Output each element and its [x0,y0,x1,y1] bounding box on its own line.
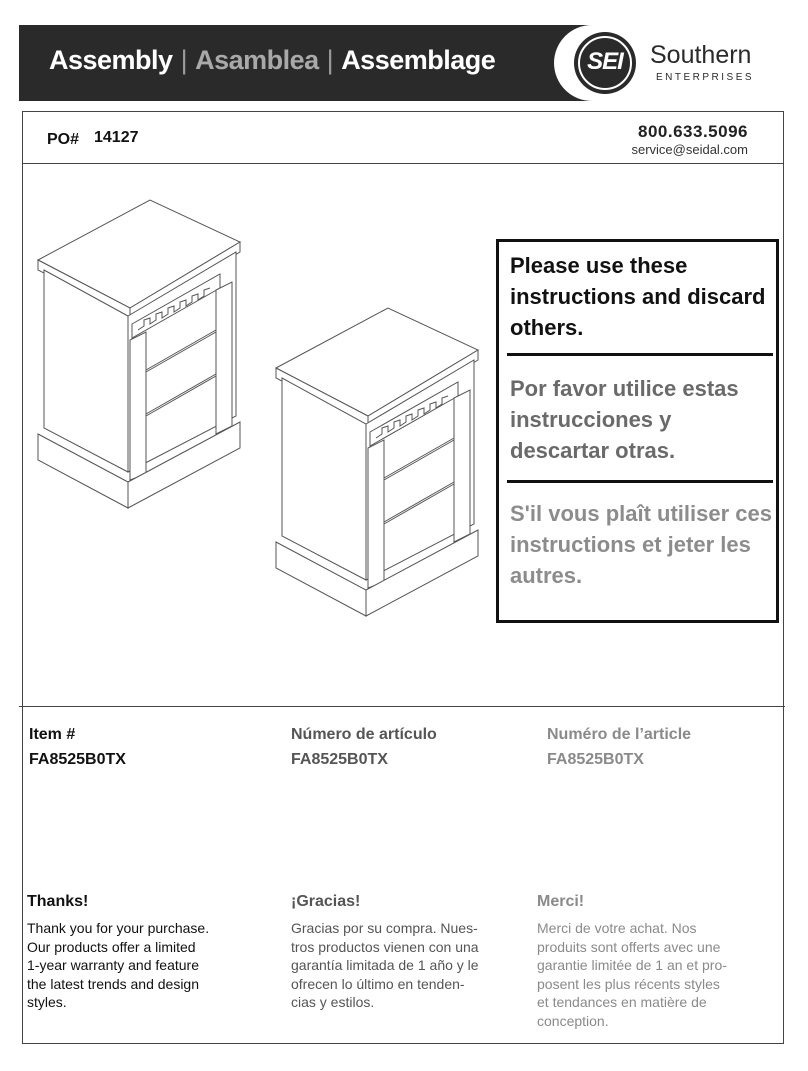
thanks-title-en: Thanks! [27,893,89,910]
thanks-line: Merci de votre achat. Nos [537,920,697,936]
thanks-line: cias y estilos. [291,994,375,1010]
support-email: service@seidal.com [631,142,748,157]
item-number-en: FA8525B0TX [29,751,126,768]
cabinet-left-drawing [38,200,240,508]
header-bar [19,25,781,101]
logo-name: Southern [650,41,752,69]
phone-number: 800.633.5096 [638,122,748,141]
po-label: PO# [47,131,80,148]
thanks-line: the latest trends and design [27,975,200,992]
notice-divider [507,480,773,483]
title-fr: Assemblage [341,45,496,75]
thanks-line: conception. [537,1012,609,1029]
notice-divider [507,353,773,356]
logo-subtitle: ENTERPRISES [656,72,755,83]
thanks-line: et tendances en matière de [537,994,707,1010]
thanks-body-fr [537,919,757,1030]
thanks-title-fr: Merci! [537,893,585,910]
cabinet-right-drawing [276,308,478,616]
thanks-body-en [27,919,242,1012]
notice-french: S'il vous plaît utiliser ces instructions et jeter les autres. [510,501,772,588]
divider [19,706,785,707]
notice-spanish: Por favor utilice estas instrucciones y descartar otras. [510,376,739,463]
thanks-line: garantie limitée de 1 an et pro- [537,957,727,973]
notice-english: Please use these instructions and discard others. [510,253,766,340]
logo-mark: SEI [587,48,623,75]
sei-logo-icon [574,32,636,94]
title-en: Assembly [49,45,173,75]
item-number-fr: FA8525B0TX [547,751,644,768]
discard-notice-box [496,239,779,623]
item-label-fr: Numéro de l’article [547,726,692,743]
thanks-line: posent les plus récents styles [537,975,720,992]
title-separator: | [180,45,188,75]
item-label-es: Número de artículo [291,726,437,743]
thanks-line: Gracias por su compra. Nues- [291,920,478,936]
thanks-line: garantía limitada de 1 año y le [291,957,479,973]
thanks-line: produits sont offerts avec une [537,938,721,955]
thanks-line: 1-year warranty and feature [27,957,199,973]
thanks-line: ofrecen lo último en tenden- [291,975,465,992]
item-number-es: FA8525B0TX [291,751,388,768]
title-separator: | [326,45,334,75]
brand-logo [554,25,781,101]
po-number: 14127 [94,129,139,146]
title-es: Asamblea [195,45,319,75]
thanks-title-es: ¡Gracias! [291,893,361,910]
thanks-line: styles. [27,994,67,1010]
thanks-line: Our products offer a limited [27,938,196,955]
divider [22,163,784,164]
thanks-body-es [291,919,506,1012]
cabinet-illustration [30,190,490,630]
thanks-line: Thank you for your purchase. [27,920,210,936]
assembly-title [49,45,495,76]
thanks-line: tros productos vienen con una [291,938,479,955]
item-label-en: Item # [29,726,76,743]
